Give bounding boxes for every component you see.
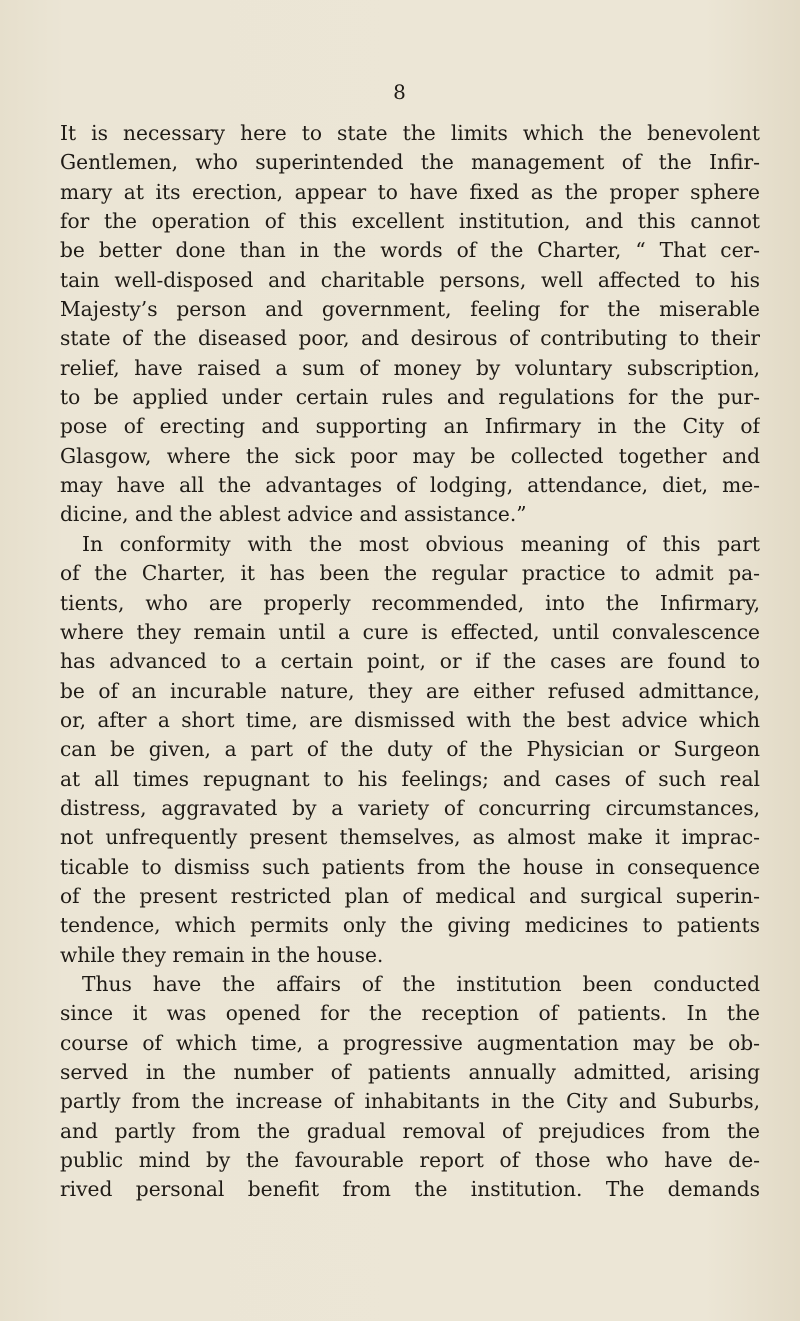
- text-line: tendence, which permits only the giving medicines to patients: [60, 913, 760, 938]
- text-line: Gentlemen, who superintended the management of the Infir-: [60, 150, 760, 175]
- text-line: for the operation of this excellent institution, and this cannot: [60, 209, 760, 234]
- text-line: In conformity with the most obvious meaning of this part: [82, 531, 760, 556]
- text-line: tients, who are properly recommended, into the Infirmary,: [60, 590, 760, 615]
- text-line: served in the number of patients annually admitted, arising: [60, 1060, 760, 1084]
- text-line: while they remain in the house.: [60, 942, 384, 967]
- text-line: Majesty’s person and government, feeling for the miserable: [60, 297, 760, 322]
- text-line: pose of erecting and supporting an Infirmary in the City of: [60, 414, 760, 439]
- text-line: of the Charter, it has been the regular practice to admit pa-: [60, 561, 760, 586]
- text-line: course of which time, a progressive augmentation may be ob-: [60, 1030, 760, 1055]
- text-line: tain well-disposed and charitable persons, well affected to his: [60, 267, 760, 292]
- text-line: be better done than in the words of the Charter, “ That cer-: [60, 238, 760, 263]
- text-line: distress, aggravated by a variety of concurring circumstances,: [60, 795, 760, 820]
- text-line: be of an incurable nature, they are either refused admittance,: [60, 678, 760, 703]
- text-line: public mind by the favourable report of those who have de-: [60, 1148, 760, 1173]
- text-line: may have all the advantages of lodging, attendance, diet, me-: [60, 473, 760, 498]
- text-line: rived personal benefit from the institution. The demands: [60, 1177, 760, 1202]
- text-line: ticable to dismiss such patients from the house in consequence: [60, 854, 760, 879]
- text-line: partly from the increase of inhabitants in the City and Suburbs,: [60, 1089, 760, 1114]
- text-line: Thus have the affairs of the institution been conducted: [82, 971, 760, 996]
- paragraph-conformity: [60, 530, 760, 970]
- text-line: since it was opened for the reception of patients. In the: [60, 1001, 760, 1026]
- text-line: can be given, a part of the duty of the Physician or Surgeon: [60, 737, 760, 762]
- text-line: not unfrequently present themselves, as almost make it imprac-: [60, 825, 760, 850]
- paragraph-affairs-conducted: [60, 970, 760, 1205]
- text-line: or, after a short time, are dismissed with the best advice which: [60, 707, 760, 732]
- text-line: at all times repugnant to his feelings; and cases of such real: [60, 766, 760, 791]
- page-number: 8: [393, 80, 407, 104]
- text-line: and partly from the gradual removal of prejudices from the: [60, 1118, 760, 1143]
- text-line: It is necessary here to state the limits which the benevolent: [60, 121, 760, 145]
- text-line: relief, have raised a sum of money by voluntary subscription,: [60, 355, 760, 380]
- paragraph-charter-limits: [60, 119, 760, 530]
- text-line: dicine, and the ablest advice and assistance.”: [60, 502, 527, 527]
- text-line: where they remain until a cure is effected, until convalescence: [60, 619, 760, 644]
- text-line: Glasgow, where the sick poor may be collected together and: [60, 443, 760, 468]
- text-line: of the present restricted plan of medical and surgical superin-: [60, 883, 760, 908]
- text-line: mary at its erection, appear to have fixed as the proper sphere: [60, 179, 760, 204]
- text-line: to be applied under certain rules and regulations for the pur-: [60, 385, 760, 410]
- text-line: state of the diseased poor, and desirous of contributing to their: [60, 326, 760, 351]
- body-text: [60, 119, 760, 1205]
- text-line: has advanced to a certain point, or if the cases are found to: [60, 649, 760, 674]
